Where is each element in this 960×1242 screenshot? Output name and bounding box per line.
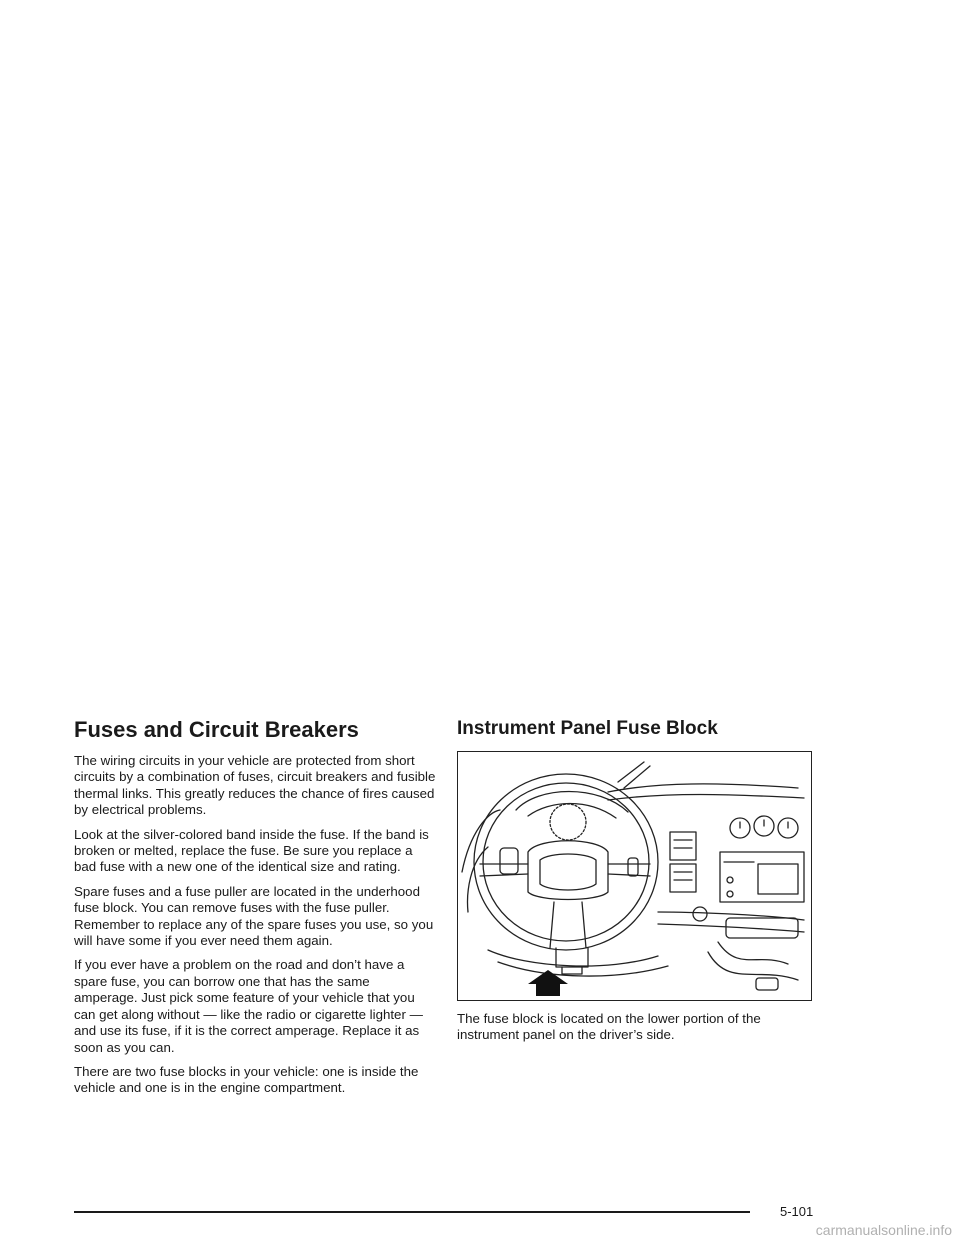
figure-caption: The fuse block is located on the lower portion of the instrument panel on the driver’s side. [457, 1011, 761, 1043]
subsection-heading: Instrument Panel Fuse Block [457, 718, 718, 739]
paragraph-3: Spare fuses and a fuse puller are located in the underhood fuse block. You can remove fuses with the fuse puller. Remember to replace any of the spare fuses you use, so you will have some if you ever need them again. [74, 883, 434, 949]
dashboard-drawing [458, 752, 810, 999]
paragraph-1: The wiring circuits in your vehicle are protected from short circuits by a combination of fuses, circuit breakers and fusible thermal links. This greatly reduces the chance of fires caused by electrical problems. [74, 753, 436, 818]
left-column [74, 716, 436, 1105]
right-column [457, 716, 817, 1052]
instrument-panel-illustration [457, 751, 812, 1001]
footer-rule [74, 1211, 750, 1213]
paragraph-4: If you ever have a problem on the road and don’t have a spare fuse, you can borrow one that has the same amperage. Just pick some feature of your vehicle that you can get along without — like the radio or cigarette lighter — and use its fuse, if it is the correct amperage. Replace it as soon as you can. [74, 957, 423, 1055]
paragraph-2: Look at the silver-colored band inside the fuse. If the band is broken or melted, replace the fuse. Be sure you replace a bad fuse with a new one of the identical size and rating. [74, 826, 429, 875]
section-heading: Fuses and Circuit Breakers [74, 717, 359, 742]
page-number: 5-101 [780, 1204, 814, 1219]
watermark-text: carmanualsonline.info [815, 1222, 952, 1238]
paragraph-5: There are two fuse blocks in your vehicle: one is inside the vehicle and one is in the engine compartment. [74, 1063, 419, 1096]
